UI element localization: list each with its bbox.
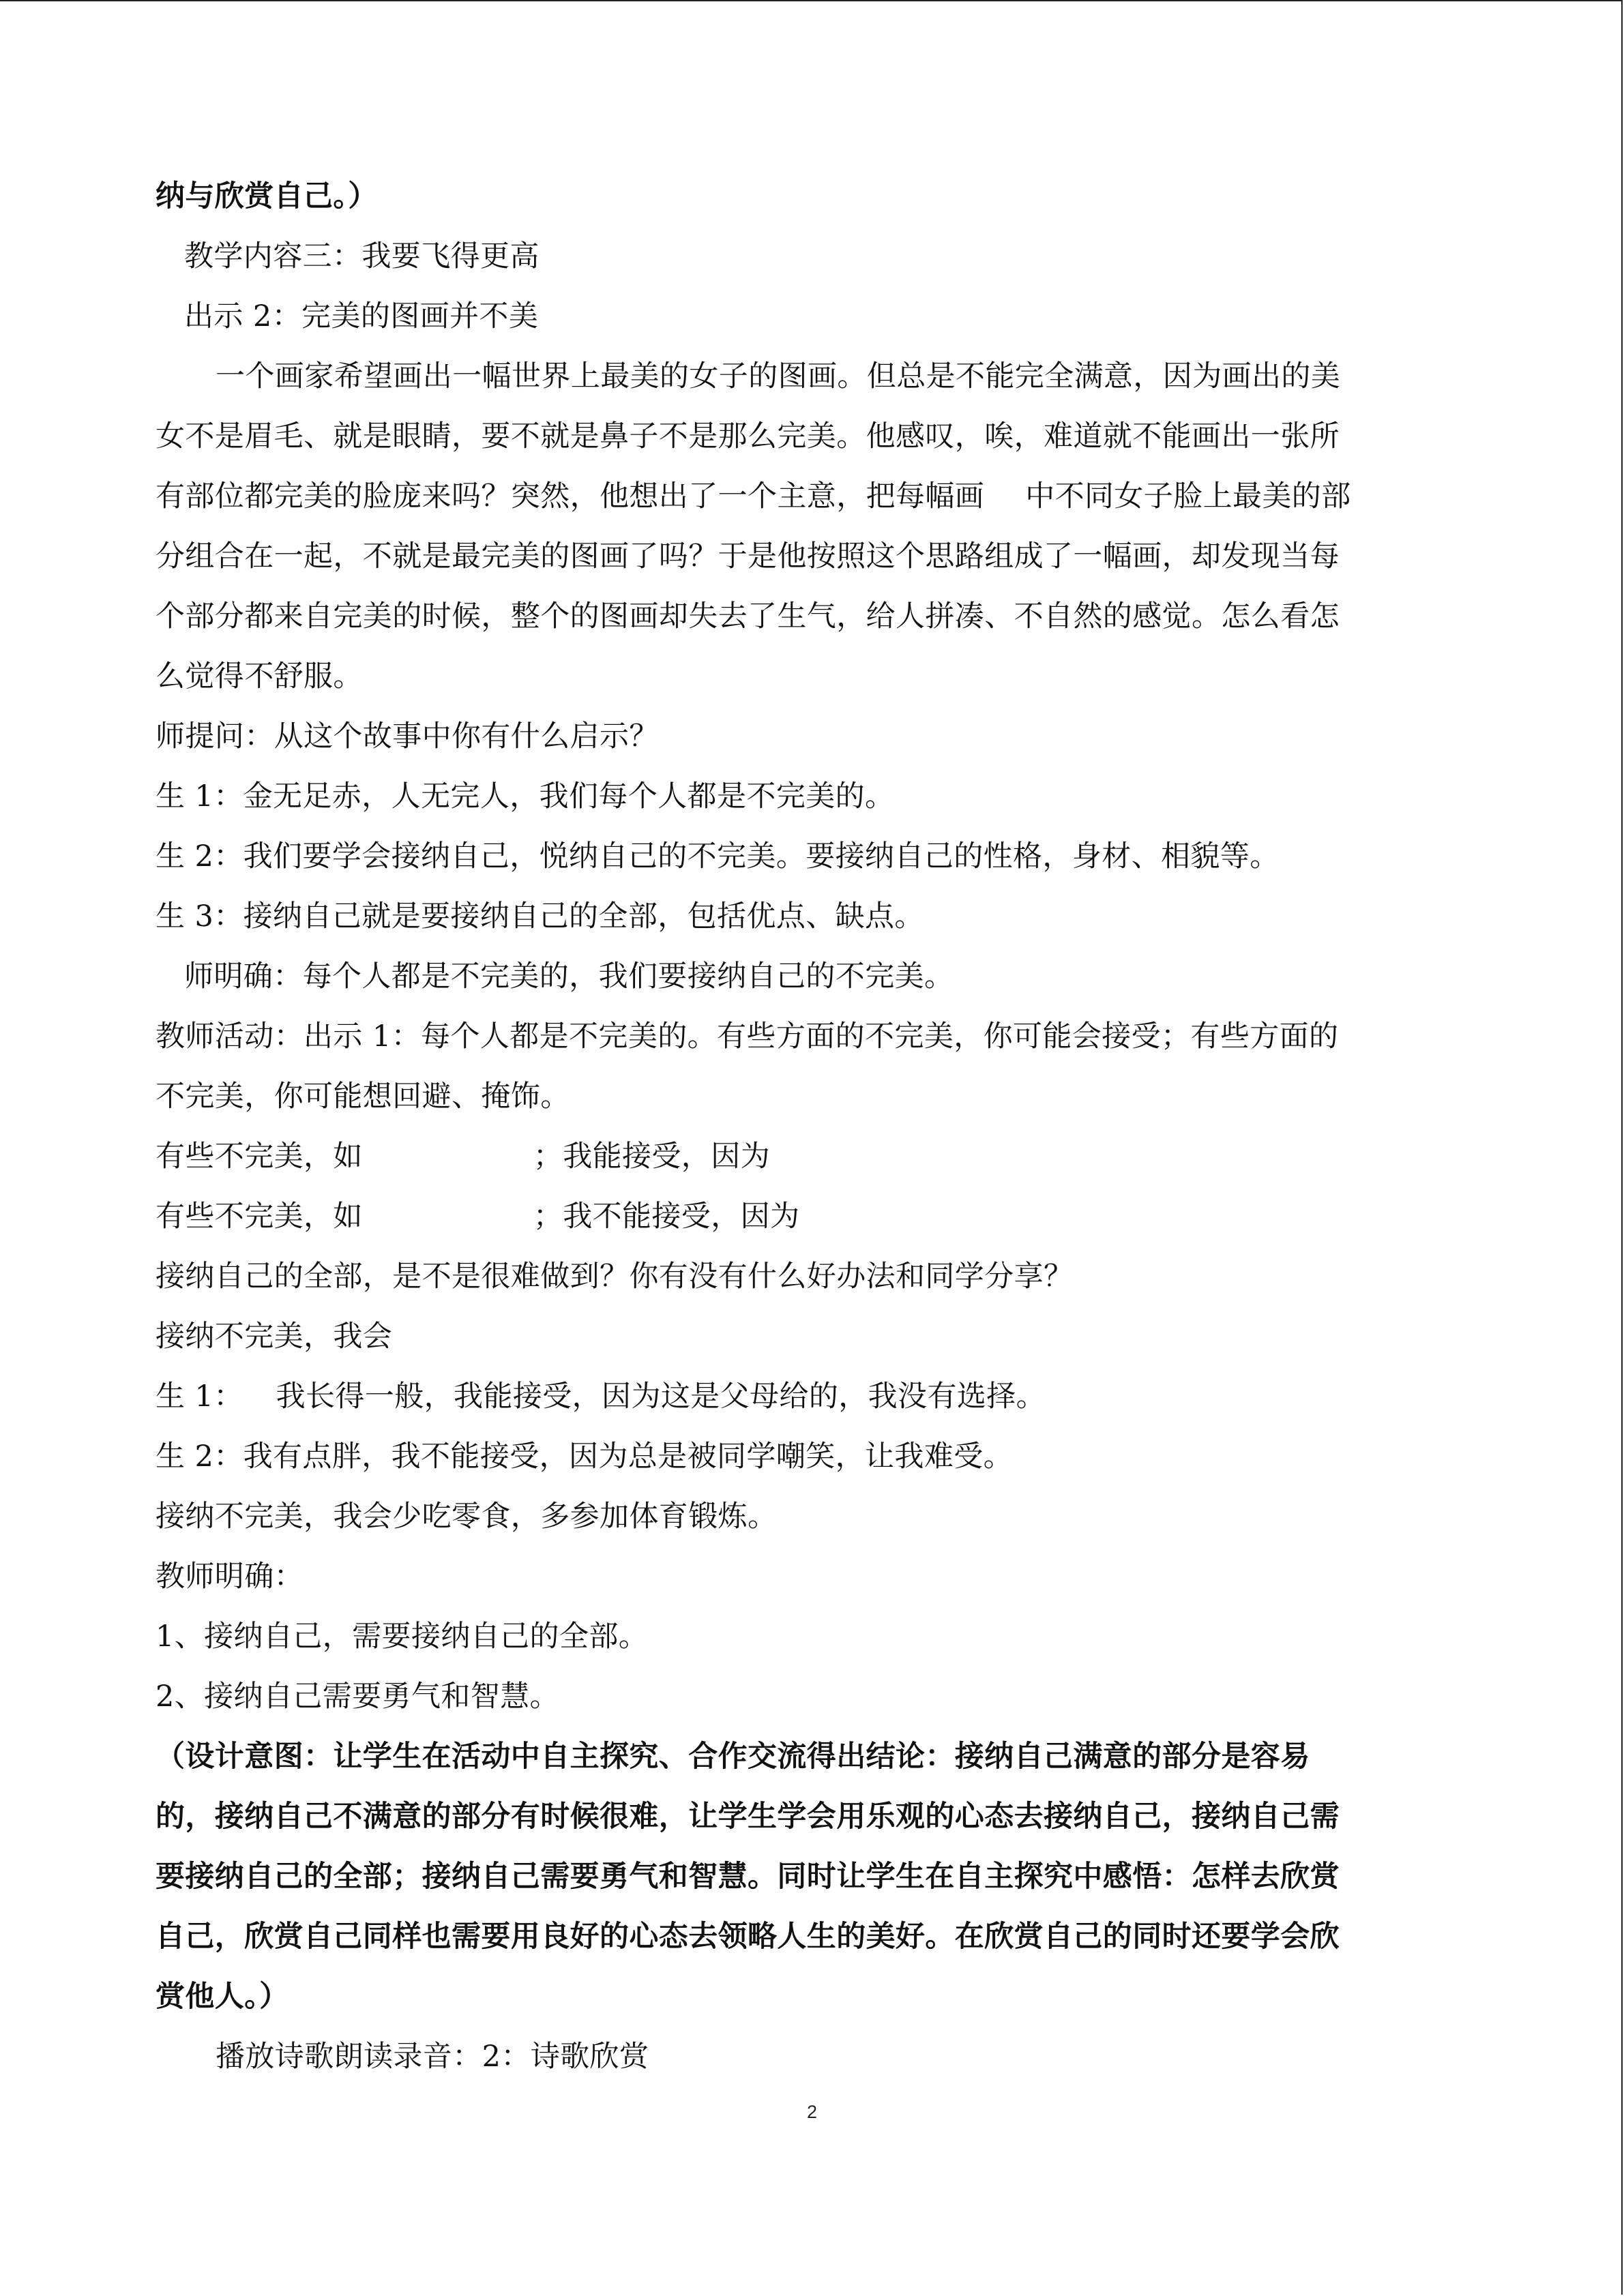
fill-in-prompt: 有些不完美，如 [156,1139,363,1174]
fill-in-line [156,1187,1475,1247]
student-answer: 接纳不完美，我会少吃零食，多参加体育锻炼。 [156,1500,778,1534]
subheading: 出示 2：完美的图画并不美 [184,299,539,333]
paragraph-line: 纳与欣赏自己。） [156,179,378,213]
activity-line: 不完美，你可能想回避、掩饰。 [156,1079,570,1114]
story-line: 女不是眉毛、就是眼睛，要不就是鼻子不是那么完美。他感叹，唉，难道就不能画出一张所 [156,419,1340,453]
student-text: 我长得一般，我能接受，因为这是父母给的，我没有选择。 [276,1380,1046,1414]
activity-line: 教师活动：出示 1：每个人都是不完美的。有些方面的不完美，你可能会接受；有些方面的 [156,1019,1339,1054]
fill-in-line [156,1127,1475,1187]
activity-line: 播放诗歌朗读录音：2：诗歌欣赏 [216,2040,649,2074]
design-intent: 赏他人。） [156,1980,289,2014]
section-heading: 教学内容三：我要飞得更高 [184,239,540,273]
story-text: 有部位都完美的脸庞来吗？突然，他想出了一个主意，把每幅画 [156,479,985,513]
fill-in-prompt: ；我不能接受，因为 [533,1199,800,1234]
question-line: 师提问：从这个故事中你有什么启示？ [156,719,659,754]
design-intent: 自己，欣赏自己同样也需要用良好的心态去领略人生的美好。在欣赏自己的同时还要学会欣 [156,1920,1340,1954]
story-line: 一个画家希望画出一幅世界上最美的女子的图画。但总是不能完全满意，因为画出的美 [216,359,1341,393]
student-answer: 生 2：我们要学会接纳自己，悦纳自己的不完美。要接纳自己的性格，身材、相貌等。 [156,839,1280,874]
prompt-line: 接纳不完美，我会 [156,1320,393,1354]
design-intent: 的，接纳自己不满意的部分有时候很难，让学生学会用乐观的心态去接纳自己，接纳自己需 [156,1800,1340,1834]
page-number: 2 [806,2102,818,2122]
student-label: 生 1： [156,1380,243,1414]
conclusion-item: 1、接纳自己，需要接纳自己的全部。 [156,1620,649,1654]
document-body [156,166,1475,2087]
teacher-conclusion: 教师明确： [156,1560,304,1594]
story-line [156,466,1475,526]
student-answer: 生 1：金无足赤，人无完人，我们每个人都是不完美的。 [156,779,895,814]
fill-in-prompt: ；我能接受，因为 [533,1139,771,1174]
story-text: 中不同女子脸上最美的部 [1025,479,1351,513]
teacher-conclusion: 师明确：每个人都是不完美的，我们要接纳自己的不完美。 [184,959,954,994]
fill-in-prompt: 有些不完美，如 [156,1199,363,1234]
story-line: 个部分都来自完美的时候，整个的图画却失去了生气，给人拼凑、不自然的感觉。怎么看怎 [156,599,1340,633]
question-line: 接纳自己的全部，是不是很难做到？你有没有什么好办法和同学分享？ [156,1259,1074,1294]
student-answer: 生 2：我有点胖，我不能接受，因为总是被同学嘲笑，让我难受。 [156,1440,1014,1474]
story-line: 么觉得不舒服。 [156,659,363,694]
conclusion-item: 2、接纳自己需要勇气和智慧。 [156,1680,559,1714]
student-answer: 生 3：接纳自己就是要接纳自己的全部，包括优点、缺点。 [156,899,924,934]
design-intent: 要接纳自己的全部；接纳自己需要勇气和智慧。同时让学生在自主探究中感悟：怎样去欣赏 [156,1860,1340,1894]
student-answer [156,1367,1475,1427]
story-line: 分组合在一起，不就是最完美的图画了吗？于是他按照这个思路组成了一幅画，却发现当每 [156,539,1340,573]
design-intent: （设计意图：让学生在活动中自主探究、合作交流得出结论：接纳自己满意的部分是容易 [156,1740,1310,1774]
